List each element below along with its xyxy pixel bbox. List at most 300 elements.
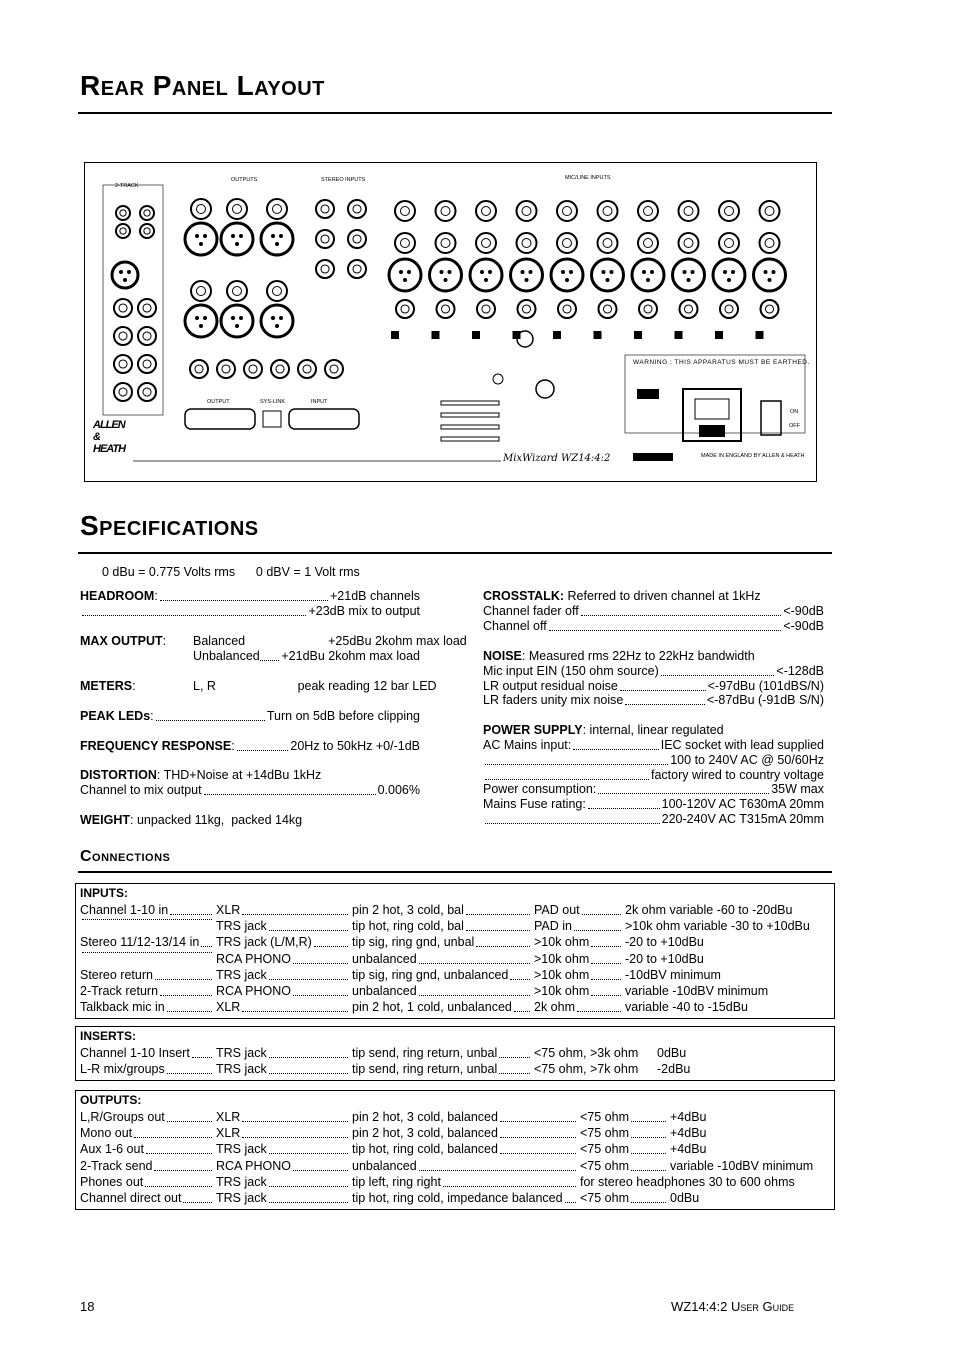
jack-socket	[599, 300, 617, 318]
connections-rule	[78, 871, 832, 873]
outputs-table	[75, 1090, 835, 1210]
table-row	[76, 1175, 834, 1190]
table-cell	[352, 919, 532, 934]
phantom-switch	[634, 331, 642, 339]
dot-leader	[160, 995, 212, 996]
spec-text: Channel off	[483, 619, 547, 633]
table-cell	[534, 1046, 655, 1061]
table-cell	[80, 1046, 214, 1061]
dot-leader	[443, 1186, 576, 1187]
xlr-pin	[195, 234, 199, 238]
dot-leader	[631, 1170, 666, 1171]
spec-left-line	[80, 604, 420, 619]
dot-leader	[419, 995, 530, 996]
jack-socket	[719, 233, 739, 253]
jack-hole	[273, 287, 282, 296]
table-row	[76, 1046, 834, 1061]
spec-sub: L, R	[193, 679, 216, 693]
dot-leader	[591, 979, 621, 980]
jack-hole	[353, 205, 361, 213]
dot-leader	[582, 914, 621, 915]
cell-text: L-R mix/groups	[80, 1062, 165, 1077]
dot-leader	[242, 1011, 348, 1012]
xlr-socket	[261, 223, 293, 255]
mount-screw	[493, 374, 503, 384]
jack-socket	[760, 233, 780, 253]
dot-leader	[201, 946, 212, 947]
spec-right-line	[483, 812, 824, 827]
cell-text: Talkback mic in	[80, 1000, 165, 1015]
table-cell	[352, 952, 532, 967]
xlr-pin	[683, 270, 687, 274]
xlr-pin	[642, 270, 646, 274]
dot-leader	[269, 1202, 348, 1203]
inputs-table	[75, 883, 835, 1019]
jack-hole	[603, 207, 612, 216]
xlr-pin	[606, 278, 610, 282]
power-switch	[761, 401, 781, 435]
xlr-pin	[399, 270, 403, 274]
spec-left-line	[80, 649, 420, 664]
table-cell	[534, 952, 623, 967]
cell-text: TRS jack	[216, 1062, 267, 1077]
dot-leader	[145, 1186, 212, 1187]
table-cell	[580, 1191, 668, 1206]
dot-leader	[134, 1137, 212, 1138]
spec-text: Referred to driven channel at 1kHz	[564, 589, 761, 603]
spec-sub: Balanced	[193, 634, 246, 648]
spec-value: factory wired to country voltage	[651, 768, 824, 782]
rear-panel-heading: Rear Panel Layout	[80, 70, 325, 101]
xlr-socket	[185, 305, 217, 337]
phantom-switch	[432, 331, 440, 339]
jack-socket	[395, 201, 415, 221]
spec-value: <-87dBu (-91dB S/N)	[706, 693, 824, 707]
dot-leader	[269, 979, 348, 980]
jack-socket	[476, 233, 496, 253]
cell-text: Aux 1-6 out	[80, 1142, 144, 1157]
jack-hole	[765, 239, 774, 248]
jack-socket	[477, 300, 495, 318]
dot-leader	[631, 1202, 666, 1203]
label-output-dsub: OUTPUT	[207, 399, 230, 405]
phantom-switch	[472, 331, 480, 339]
jack-hole	[276, 365, 284, 373]
jack-socket	[316, 200, 334, 218]
jack-socket	[217, 360, 235, 378]
xlr-pin	[561, 270, 565, 274]
cell-text: <75 ohm	[580, 1142, 629, 1157]
spec-left-line	[80, 679, 437, 694]
xlr-pin	[279, 316, 283, 320]
spec-value: +21dB channels	[329, 589, 420, 603]
spec-value: IEC socket with lead supplied	[660, 738, 824, 752]
cell-text: XLR	[216, 1126, 241, 1141]
dot-leader	[242, 1137, 348, 1138]
spec-value: <-90dB	[783, 604, 824, 618]
spec-right-line	[483, 797, 824, 812]
switch-on-label: ON	[790, 409, 799, 415]
table-cell	[80, 1191, 214, 1206]
table-cell	[216, 1191, 350, 1206]
jack-socket	[227, 281, 247, 301]
jack-socket	[396, 300, 414, 318]
cell-text: variable -10dBV minimum	[670, 1158, 814, 1173]
phantom-switch	[391, 331, 399, 339]
cell-text: unbalanced	[352, 951, 417, 966]
table-cell	[352, 1175, 578, 1190]
spec-text: Power consumption:	[483, 782, 597, 796]
jack-hole	[222, 365, 230, 373]
table-cell	[352, 968, 532, 983]
jack-hole	[321, 205, 329, 213]
phantom-switch	[756, 331, 764, 339]
spec-label: POWER SUPPLY	[483, 723, 583, 737]
spec-text: : unpacked 11kg, packed 14kg	[130, 813, 303, 827]
spec-right-line	[483, 589, 824, 604]
spec-label: CROSSTALK:	[483, 589, 565, 603]
dot-leader	[466, 930, 530, 931]
jack-socket	[348, 230, 366, 248]
cell-text: Channel 1-10 Insert	[80, 1046, 190, 1060]
table-cell	[216, 919, 350, 934]
dot-leader	[620, 690, 706, 691]
table-cell	[625, 952, 826, 967]
dot-leader	[510, 979, 530, 980]
cell-text: for stereo headphones 30 to 600 ohms	[580, 1174, 795, 1189]
table-cell	[534, 1000, 623, 1015]
cell-text: tip sig, ring gnd, unbal	[352, 935, 475, 950]
cell-text: tip hot, ring cold, impedance balanced	[352, 1191, 563, 1205]
table-cell	[580, 1110, 668, 1125]
spec-label: WEIGHT	[80, 813, 130, 827]
cell-text: TRS jack	[216, 919, 267, 934]
spec-text: : Measured rms 22Hz to 22kHz bandwidth	[521, 649, 755, 663]
jack-hole	[684, 207, 693, 216]
dot-leader	[485, 823, 660, 824]
cell-text: -20 to +10dBu	[625, 951, 704, 966]
jack-socket	[114, 383, 132, 401]
jack-socket	[138, 355, 156, 373]
phantom-switch	[715, 331, 723, 339]
dot-leader	[269, 1073, 348, 1074]
xlr-pin	[407, 270, 411, 274]
cell-text: XLR	[216, 1110, 241, 1124]
cell-text: TRS jack	[216, 1142, 267, 1157]
dot-leader	[192, 1057, 212, 1058]
xlr-socket	[470, 259, 502, 291]
xlr-pin	[275, 242, 279, 246]
serial-label	[633, 453, 673, 461]
spec-text: :	[132, 679, 136, 693]
spec-sub: Unbalanced	[193, 649, 260, 663]
table-cell	[352, 935, 532, 950]
jack-hole	[119, 332, 127, 340]
jack-hole	[482, 207, 491, 216]
xlr-pin	[525, 278, 529, 282]
jack-hole	[765, 305, 773, 313]
dot-leader	[500, 1153, 576, 1154]
xlr-pin	[691, 270, 695, 274]
xlr-pin	[444, 278, 448, 282]
dot-leader	[591, 946, 621, 947]
table-cell	[216, 1000, 350, 1015]
jack-hole	[197, 205, 206, 214]
spec-value: 220-240V AC T315mA 20mm	[661, 812, 824, 826]
iec-pins	[695, 399, 729, 419]
dot-leader	[591, 995, 621, 996]
cell-text: TRS jack	[216, 1191, 267, 1205]
label-2track: 2-TRACK	[115, 183, 139, 189]
jack-socket	[639, 300, 657, 318]
dot-leader	[476, 946, 530, 947]
jack-hole	[233, 205, 242, 214]
table-cell	[625, 968, 826, 983]
table-cell	[534, 968, 623, 983]
table-row	[76, 919, 834, 934]
cell-text: >10k ohm variable -30 to +10dBu	[625, 919, 810, 934]
input-dsub	[289, 409, 359, 429]
table-cell	[80, 935, 214, 950]
jack-socket	[518, 300, 536, 318]
cell-text: <75 ohm	[580, 1191, 629, 1205]
jack-socket	[436, 233, 456, 253]
dot-leader	[577, 1011, 621, 1012]
spec-right-line	[483, 693, 824, 708]
jack-socket	[598, 201, 618, 221]
table-cell	[625, 903, 826, 918]
cell-text: 2-Track send	[80, 1158, 153, 1173]
dot-leader	[514, 1011, 530, 1012]
dot-leader	[156, 720, 265, 721]
spec-right-line	[483, 782, 824, 797]
table-cell	[80, 1126, 214, 1141]
xlr-pin	[650, 270, 654, 274]
jack-hole	[303, 365, 311, 373]
table-cell	[80, 903, 214, 918]
jack-socket	[316, 260, 334, 278]
vent-slot	[441, 401, 499, 405]
jack-hole	[522, 239, 531, 248]
cell-text: XLR	[216, 1000, 241, 1015]
spec-text: :	[150, 709, 154, 723]
cell-text: <75 ohm, >3k ohm	[534, 1046, 639, 1060]
xlr-pin	[203, 316, 207, 320]
table-row	[76, 1142, 834, 1157]
cell-text: Phones out	[80, 1174, 144, 1189]
table-header: INPUTS:	[80, 886, 128, 900]
vent-slot	[441, 413, 499, 417]
xlr-socket	[389, 259, 421, 291]
spec-value: <-97dBu (101dBS/N)	[707, 679, 824, 693]
xlr-pin	[199, 242, 203, 246]
xlr-pin	[271, 316, 275, 320]
jack-socket	[638, 201, 658, 221]
cell-text: Channel 1-10 in	[80, 903, 169, 917]
jack-hole	[725, 239, 734, 248]
jack-socket	[140, 224, 154, 238]
spec-text: LR output residual noise	[483, 679, 618, 693]
spec-label: HEADROOM	[80, 589, 155, 603]
jack-hole	[401, 239, 410, 248]
spec-right-line	[483, 679, 824, 694]
jack-hole	[563, 239, 572, 248]
table-row	[76, 1110, 834, 1125]
table-cell	[534, 903, 623, 918]
warning-text: WARNING : THIS APPARATUS MUST BE EARTHED.	[633, 359, 810, 366]
spec-label: FREQUENCY RESPONSE	[80, 739, 232, 753]
specifications-rule	[78, 552, 832, 554]
jack-hole	[273, 205, 282, 214]
jack-hole	[482, 239, 491, 248]
cell-text: <75 ohm	[580, 1158, 629, 1173]
dot-leader	[242, 1121, 348, 1122]
jack-socket	[720, 300, 738, 318]
cell-text: 2-Track return	[80, 984, 159, 998]
syslink-socket	[263, 411, 281, 427]
dot-leader	[661, 675, 775, 676]
jack-hole	[120, 228, 126, 234]
dot-leader	[500, 1137, 576, 1138]
table-cell	[352, 1126, 578, 1141]
dot-leader	[574, 930, 621, 931]
xlr-pin	[569, 270, 573, 274]
cell-text: -2dBu	[657, 1062, 691, 1077]
label-stereo-inputs: STEREO INPUTS	[321, 177, 366, 183]
jack-socket	[271, 360, 289, 378]
spec-left-line	[80, 634, 467, 649]
table-row	[76, 903, 834, 918]
jack-socket	[679, 233, 699, 253]
voltage-label	[637, 389, 659, 399]
dot-leader	[485, 779, 649, 780]
heading-rule	[78, 112, 832, 114]
dot-leader	[485, 764, 668, 765]
jack-hole	[401, 305, 409, 313]
jack-socket	[437, 300, 455, 318]
dot-leader	[293, 1170, 348, 1171]
jack-socket	[114, 299, 132, 317]
table-cell	[216, 935, 350, 950]
xlr-pin	[235, 242, 239, 246]
dot-leader	[160, 600, 328, 601]
dot-leader	[565, 1202, 576, 1203]
table-cell	[80, 1142, 214, 1157]
dot-leader	[269, 930, 348, 931]
jack-hole	[725, 305, 733, 313]
jack-socket	[348, 260, 366, 278]
table-cell	[352, 1191, 578, 1206]
xlr-socket	[221, 305, 253, 337]
xlr-pin	[521, 270, 525, 274]
cell-text: 2k ohm variable -60 to -20dBu	[625, 903, 793, 917]
jack-hole	[143, 304, 151, 312]
table-header: INSERTS:	[80, 1029, 137, 1043]
jack-socket	[325, 360, 343, 378]
cell-text: variable -10dBV minimum	[625, 984, 769, 998]
jack-socket	[476, 201, 496, 221]
spec-left-line	[80, 768, 420, 783]
table-row	[76, 1159, 834, 1174]
cell-text: unbalanced	[352, 984, 417, 998]
reference-levels: 0 dBu = 0.775 Volts rms 0 dBV = 1 Volt rms	[102, 565, 360, 579]
jack-socket	[116, 206, 130, 220]
spec-text: Mic input EIN (150 ohm source)	[483, 664, 659, 678]
dot-leader	[419, 1170, 576, 1171]
xlr-pin	[235, 324, 239, 328]
connections-heading: Connections	[80, 848, 171, 865]
label-syslink: SYS-LINK	[260, 399, 286, 405]
jack-hole	[197, 287, 206, 296]
jack-hole	[353, 265, 361, 273]
jack-hole	[765, 207, 774, 216]
table-cell	[216, 1142, 350, 1157]
table-row	[76, 1062, 834, 1077]
xlr-pin	[119, 270, 123, 274]
spec-value: 20Hz to 50kHz +0/-1dB	[290, 739, 420, 753]
xlr-pin	[203, 234, 207, 238]
jack-socket	[436, 201, 456, 221]
spec-right-line	[483, 738, 824, 753]
cell-text: TRS jack	[216, 1046, 267, 1060]
cell-text: Stereo 11/12-13/14 in	[80, 935, 200, 950]
label-mic-line-inputs: MIC/LINE INPUTS	[565, 175, 611, 181]
jack-hole	[401, 207, 410, 216]
table-cell	[216, 903, 350, 918]
jack-socket	[598, 233, 618, 253]
spec-text: : internal, linear regulated	[582, 723, 724, 737]
made-in-text: MADE IN ENGLAND BY ALLEN & HEATH	[701, 453, 805, 459]
xlr-socket	[221, 223, 253, 255]
jack-hole	[603, 239, 612, 248]
xlr-pin	[602, 270, 606, 274]
jack-socket	[761, 300, 779, 318]
table-cell	[216, 1175, 350, 1190]
xlr-pin	[772, 270, 776, 274]
table-cell	[80, 1000, 214, 1015]
dot-leader	[167, 1121, 212, 1122]
jack-hole	[143, 360, 151, 368]
table-cell	[580, 1159, 668, 1174]
cell-text: tip hot, ring cold, bal	[352, 919, 464, 934]
dot-leader	[631, 1121, 666, 1122]
cell-text: >10k ohm	[534, 935, 590, 950]
jack-socket	[316, 230, 334, 248]
dot-leader	[269, 1186, 348, 1187]
cell-text: tip send, ring return, unbal	[352, 1046, 498, 1060]
spec-left-line	[80, 589, 420, 604]
spec-label: NOISE	[483, 649, 522, 663]
table-cell	[80, 1159, 214, 1174]
xlr-pin	[723, 270, 727, 274]
cell-text: PAD in	[534, 919, 572, 934]
jack-hole	[644, 207, 653, 216]
xlr-socket	[261, 305, 293, 337]
label-outputs: OUTPUTS	[231, 177, 258, 183]
cell-text: 2k ohm	[534, 1000, 575, 1015]
spec-label: MAX OUTPUT	[80, 634, 163, 648]
table-cell	[80, 1110, 214, 1125]
xlr-pin	[764, 270, 768, 274]
dot-leader	[573, 749, 658, 750]
cell-text: +4dBu	[670, 1126, 707, 1141]
xlr-pin	[731, 270, 735, 274]
table-cell	[80, 984, 214, 999]
xlr-socket	[754, 259, 786, 291]
table-cell	[534, 935, 623, 950]
rear-panel-diagram	[84, 162, 817, 482]
jack-hole	[144, 228, 150, 234]
